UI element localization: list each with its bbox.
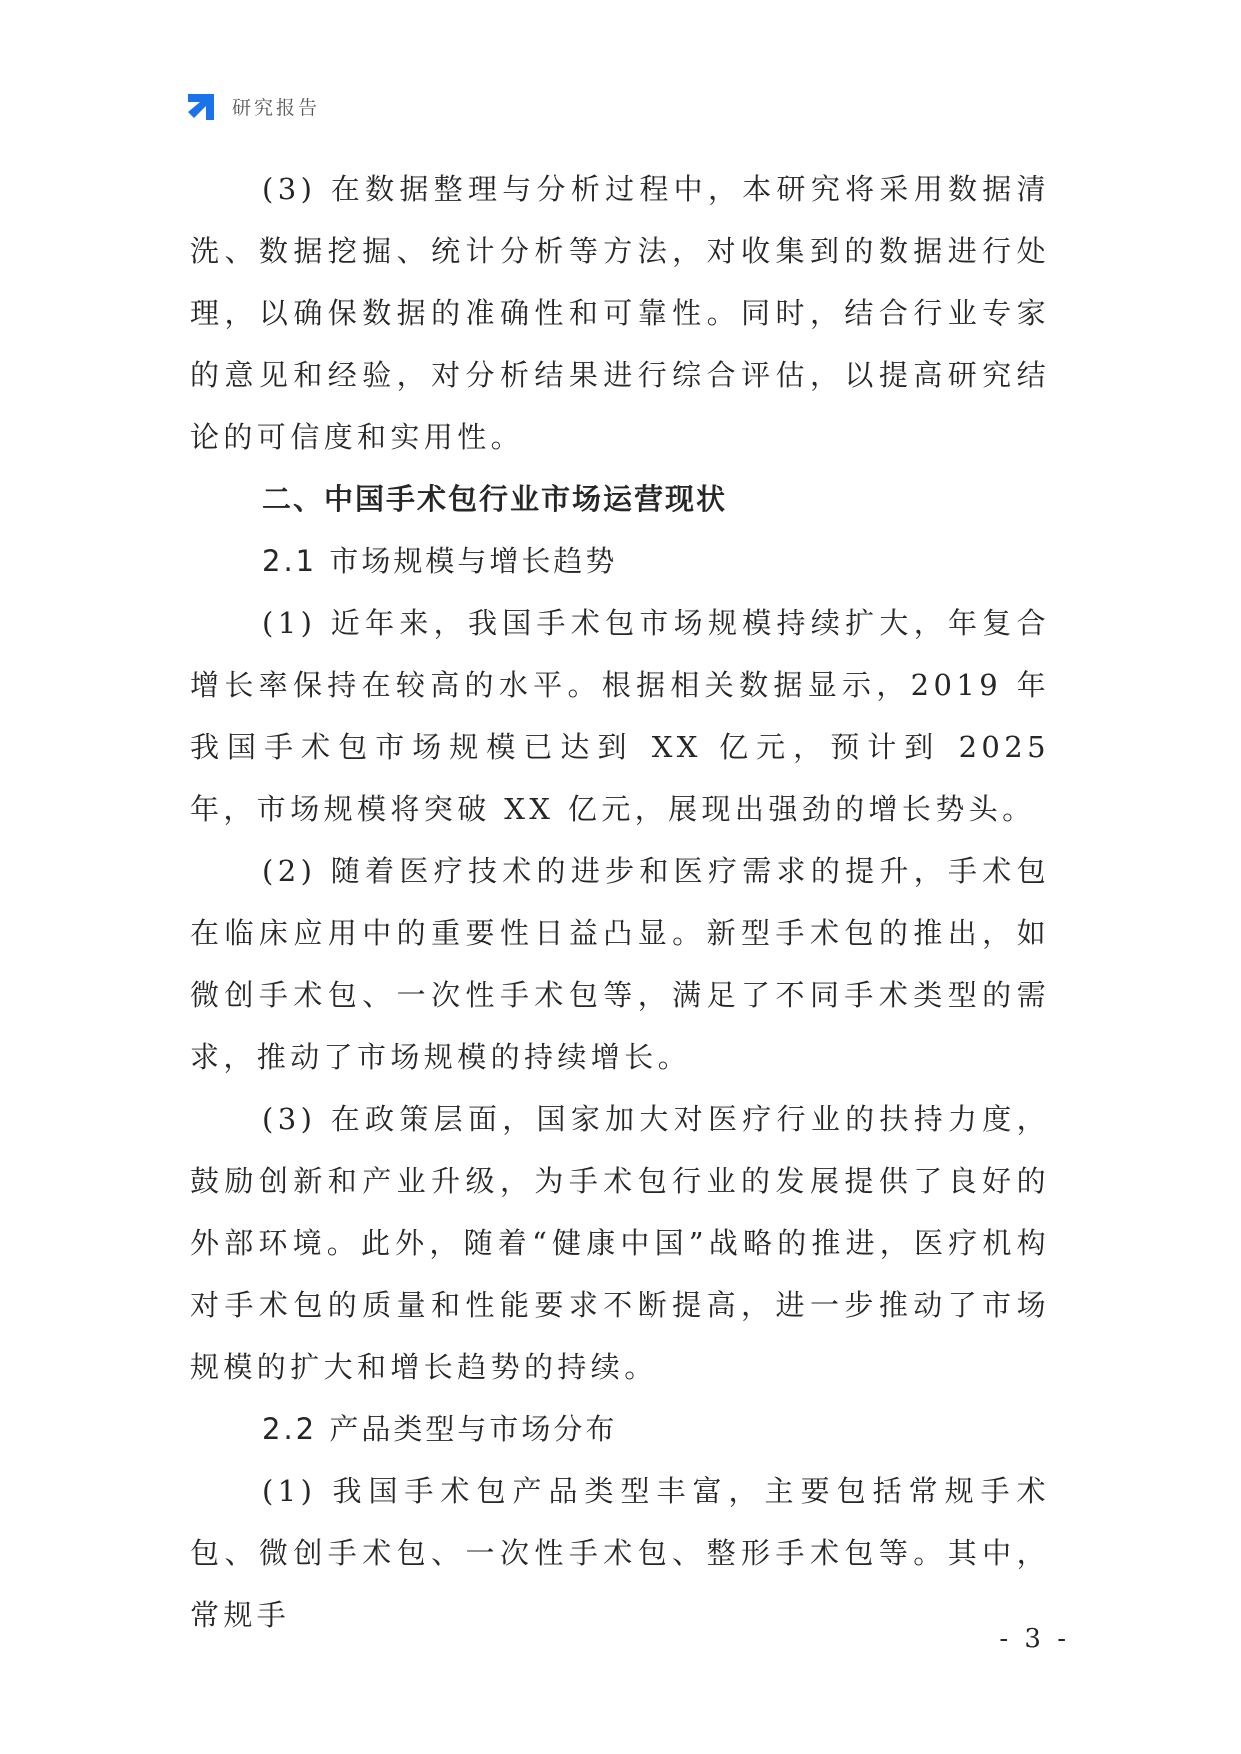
subsection-heading: 2.2 产品类型与市场分布 — [262, 1412, 618, 1446]
body-paragraph: (2) 随着医疗技术的进步和医疗需求的提升，手术包在临床应用中的重要性日益凸显。新型手术包的推出，如微创手术包、一次性手术包等，满足了不同手术类型的需求，推动了市场规模的持续增长。 — [190, 854, 1050, 1074]
page-number: - 3 - — [999, 1624, 1070, 1654]
section-heading: 二、中国手术包行业市场运营现状 — [262, 482, 728, 516]
logo-arrow-icon — [186, 90, 218, 122]
report-header — [186, 88, 320, 124]
body-paragraph: (1) 我国手术包产品类型丰富，主要包括常规手术包、微创手术包、一次性手术包、整形手术包等。其中，常规手 — [190, 1474, 1050, 1632]
body-paragraph: (3) 在数据整理与分析过程中，本研究将采用数据清洗、数据挖掘、统计分析等方法，对收集到的数据进行处理，以确保数据的准确性和可靠性。同时，结合行业专家的意见和经验，对分析结果进行综合评估，以提高研究结论的可信度和实用性。 — [190, 172, 1050, 454]
document-body — [190, 158, 1050, 1646]
subsection-heading: 2.1 市场规模与增长趋势 — [262, 544, 618, 578]
body-paragraph: (3) 在政策层面，国家加大对医疗行业的扶持力度，鼓励创新和产业升级，为手术包行业的发展提供了良好的外部环境。此外，随着“健康中国”战略的推进，医疗机构对手术包的质量和性能要求不断提高，进一步推动了市场规模的扩大和增长趋势的持续。 — [190, 1102, 1050, 1384]
header-title: 研究报告 — [232, 96, 321, 119]
body-paragraph: (1) 近年来，我国手术包市场规模持续扩大，年复合增长率保持在较高的水平。根据相关数据显示，2019 年我国手术包市场规模已达到 XX 亿元，预计到 2025 年，市场规模将突破 XX 亿元，展现出强劲的增长势头。 — [190, 606, 1050, 826]
